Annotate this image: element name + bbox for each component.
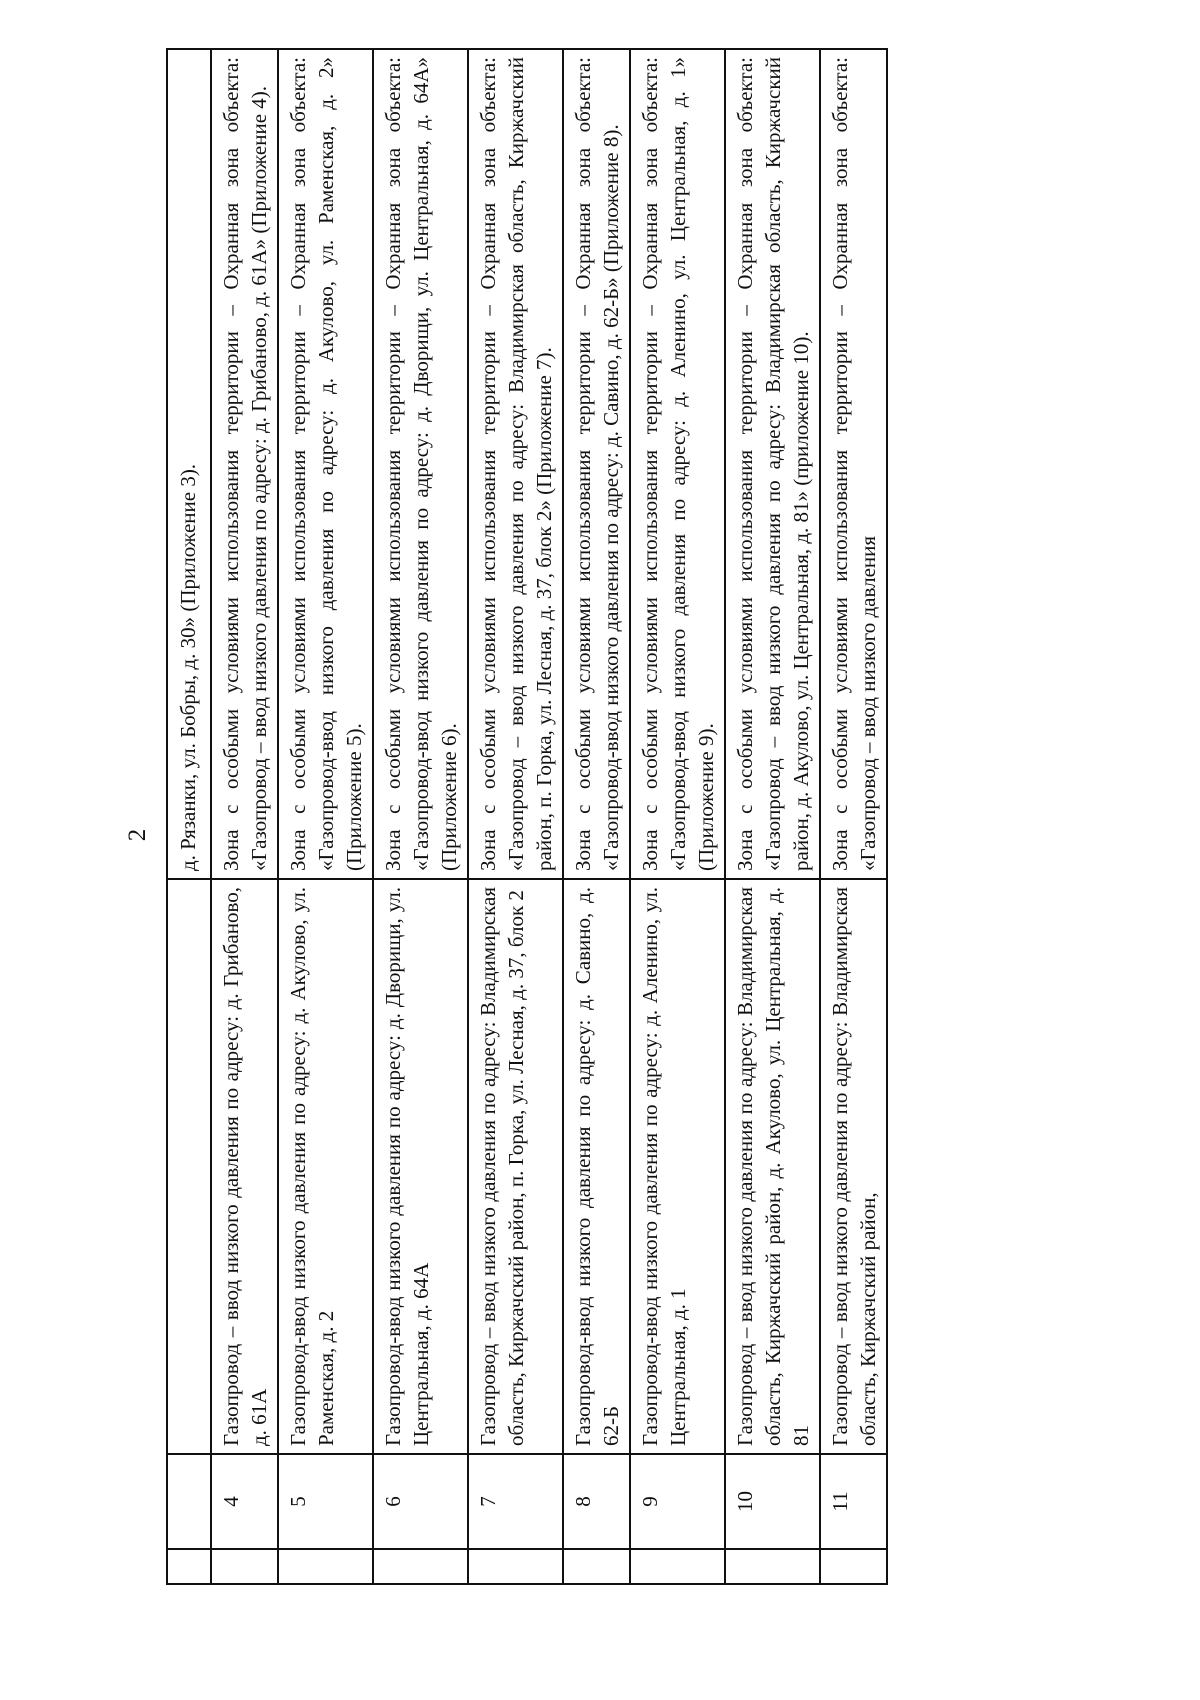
zone-description: Зона с особыми условиями использования территории – Охранная зона объекта: «Газопровод-ввод низкого давления по адресу: д. Дворищи, ул. Центральная, д. 64А» (Приложение 6).: [373, 49, 468, 879]
blank-cell: [278, 1549, 373, 1584]
zone-cell: д. Рязанки, ул. Бобры, д. 30» (Приложение 3).: [167, 49, 211, 879]
object-description: Газопровод-ввод низкого давления по адресу: д. Аленино, ул. Центральная, д. 1: [630, 879, 725, 1454]
page-number: 2: [124, 828, 151, 842]
rotated-document-page: [120, 55, 1090, 1615]
table-row: [373, 49, 468, 1584]
zone-description: Зона с особыми условиями использования территории – Охранная зона объекта: «Газопровод-ввод низкого давления по адресу: д. Акулово, ул. Раменская, д. 2» (Приложение 5).: [278, 49, 373, 879]
object-description: Газопровод – ввод низкого давления по адресу: Владимирская область, Киржачский район, д. Акулово, ул. Центральная, д. 81: [725, 879, 820, 1454]
object-description: Газопровод-ввод низкого давления по адресу: д. Савино, д. 62-Б: [563, 879, 630, 1454]
zone-description: Зона с особыми условиями использования территории – Охранная зона объекта: «Газопровод – ввод низкого давления по адресу: Владимирская область, Киржачский район, п. Горка, ул. Лесная, д. 37, блок 2» (Приложение 7).: [468, 49, 563, 879]
blank-cell: [211, 1549, 278, 1584]
blank-cell: [630, 1549, 725, 1584]
object-description: Газопровод – ввод низкого давления по адресу: Владимирская область, Киржачский район, п. Горка, ул. Лесная, д. 37, блок 2: [468, 879, 563, 1454]
zone-description: Зона с особыми условиями использования территории – Охранная зона объекта: «Газопровод – ввод низкого давления по адресу: д. Грибаново, д. 61А» (Приложение 4).: [211, 49, 278, 879]
zone-description: Зона с особыми условиями использования территории – Охранная зона объекта: «Газопровод – ввод низкого давления по адресу: Владимирская область, Киржачский район, д. Акулово, ул. Центральная, д. 81» (приложение 10).: [725, 49, 820, 879]
object-description: Газопровод-ввод низкого давления по адресу: д. Дворищи, ул. Центральная, д. 64А: [373, 879, 468, 1454]
blank-cell: [373, 1549, 468, 1584]
table-row: [211, 49, 278, 1584]
row-number: 5: [278, 1454, 373, 1549]
blank-cell: [167, 1549, 211, 1584]
object-description: Газопровод – ввод низкого давления по адресу: Владимирская область, Киржачский район,: [820, 879, 887, 1454]
object-description: Газопровод – ввод низкого давления по адресу: д. Грибаново, д. 61А: [211, 879, 278, 1454]
row-number: 4: [211, 1454, 278, 1549]
row-number: 10: [725, 1454, 820, 1549]
table-row-continued: [167, 49, 211, 1584]
table-row: [468, 49, 563, 1584]
blank-cell: [563, 1549, 630, 1584]
blank-cell: [725, 1549, 820, 1584]
table-row: [820, 49, 887, 1584]
object-description: Газопровод-ввод низкого давления по адресу: д. Акулово, ул. Раменская, д. 2: [278, 879, 373, 1454]
row-number: 6: [373, 1454, 468, 1549]
table-row: [630, 49, 725, 1584]
zones-table-body: [167, 49, 887, 1584]
row-number: 9: [630, 1454, 725, 1549]
table-row: [563, 49, 630, 1584]
desc-cell: [167, 879, 211, 1454]
zone-description: Зона с особыми условиями использования территории – Охранная зона объекта: «Газопровод-ввод низкого давления по адресу: д. Аленино, ул. Центральная, д. 1» (Приложение 9).: [630, 49, 725, 879]
zones-table: [166, 48, 888, 1585]
table-row: [278, 49, 373, 1584]
blank-cell: [820, 1549, 887, 1584]
row-number: 11: [820, 1454, 887, 1549]
row-number: 8: [563, 1454, 630, 1549]
zone-description: Зона с особыми условиями использования территории – Охранная зона объекта: «Газопровод-ввод низкого давления по адресу: д. Савино, д. 62-Б» (Приложение 8).: [563, 49, 630, 879]
table-row: [725, 49, 820, 1584]
blank-cell: [468, 1549, 563, 1584]
num-cell: [167, 1454, 211, 1549]
row-number: 7: [468, 1454, 563, 1549]
zone-description: Зона с особыми условиями использования территории – Охранная зона объекта: «Газопровод – ввод низкого давления: [820, 49, 887, 879]
